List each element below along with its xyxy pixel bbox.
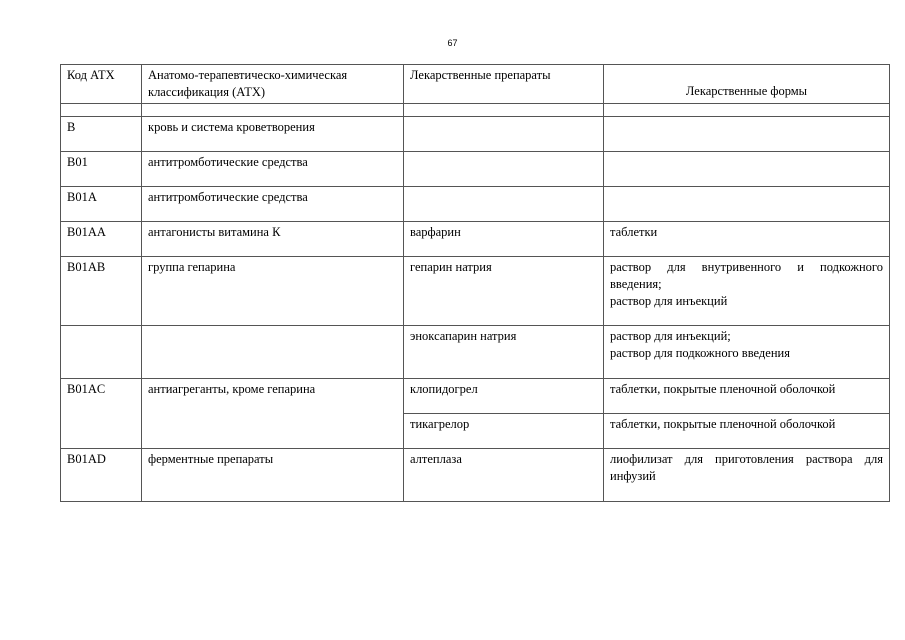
cell-drug: эноксапарин натрия bbox=[404, 326, 604, 379]
header-drugs: Лекарственные препараты bbox=[404, 65, 604, 104]
cell-classification: группа гепарина bbox=[142, 257, 404, 326]
cell-classification: антиагреганты, кроме гепарина bbox=[142, 379, 404, 449]
cell-code: B01AD bbox=[61, 449, 142, 502]
page-number: 67 bbox=[447, 38, 458, 48]
cell-code bbox=[61, 326, 142, 379]
table-row bbox=[61, 449, 890, 502]
cell-code: B01AB bbox=[61, 257, 142, 326]
header-spacer-row bbox=[61, 104, 890, 117]
cell-forms bbox=[604, 257, 890, 326]
cell-forms bbox=[604, 152, 890, 187]
cell-classification bbox=[142, 326, 404, 379]
cell-drug: тикагрелор bbox=[404, 414, 604, 449]
cell-drug bbox=[404, 152, 604, 187]
cell-classification: кровь и система кроветворения bbox=[142, 117, 404, 152]
cell-forms bbox=[604, 449, 890, 502]
cell-drug: варфарин bbox=[404, 222, 604, 257]
form-line: таблетки, покрытые пленочной оболочкой bbox=[610, 417, 836, 431]
cell-drug: алтеплаза bbox=[404, 449, 604, 502]
table-row bbox=[61, 379, 890, 414]
header-code: Код АТХ bbox=[61, 65, 142, 104]
cell-forms bbox=[604, 414, 890, 449]
cell-drug bbox=[404, 117, 604, 152]
cell-code: B01 bbox=[61, 152, 142, 187]
table-row bbox=[61, 222, 890, 257]
form-line: раствор для внутривенного и подкожного введения; bbox=[610, 260, 883, 291]
cell-classification: ферментные препараты bbox=[142, 449, 404, 502]
table-header-row bbox=[61, 65, 890, 104]
table-row bbox=[61, 187, 890, 222]
table-row bbox=[61, 152, 890, 187]
header-classification: Анатомо-терапевтическо-химическая классификация (АТХ) bbox=[142, 65, 404, 104]
cell-drug: гепарин натрия bbox=[404, 257, 604, 326]
header-forms: Лекарственные формы bbox=[604, 65, 890, 104]
cell-code: B bbox=[61, 117, 142, 152]
form-line: таблетки bbox=[610, 225, 658, 239]
form-line: таблетки, покрытые пленочной оболочкой bbox=[610, 382, 836, 396]
cell-drug: клопидогрел bbox=[404, 379, 604, 414]
cell-classification: антитромботические средства bbox=[142, 152, 404, 187]
form-line: лиофилизат для приготовления раствора для инфузий bbox=[610, 452, 883, 483]
table-row bbox=[61, 326, 890, 379]
cell-code: B01A bbox=[61, 187, 142, 222]
cell-drug bbox=[404, 187, 604, 222]
cell-forms bbox=[604, 222, 890, 257]
atx-table bbox=[60, 64, 890, 502]
cell-classification: антитромботические средства bbox=[142, 187, 404, 222]
form-line: раствор для инъекций; bbox=[610, 329, 731, 343]
cell-forms bbox=[604, 187, 890, 222]
form-line: раствор для подкожного введения bbox=[610, 346, 790, 360]
cell-classification: антагонисты витамина К bbox=[142, 222, 404, 257]
cell-forms bbox=[604, 117, 890, 152]
table-row bbox=[61, 117, 890, 152]
cell-code: B01AC bbox=[61, 379, 142, 449]
table-row bbox=[61, 257, 890, 326]
form-line: раствор для инъекций bbox=[610, 294, 728, 308]
cell-code: B01AA bbox=[61, 222, 142, 257]
cell-forms bbox=[604, 379, 890, 414]
cell-forms bbox=[604, 326, 890, 379]
